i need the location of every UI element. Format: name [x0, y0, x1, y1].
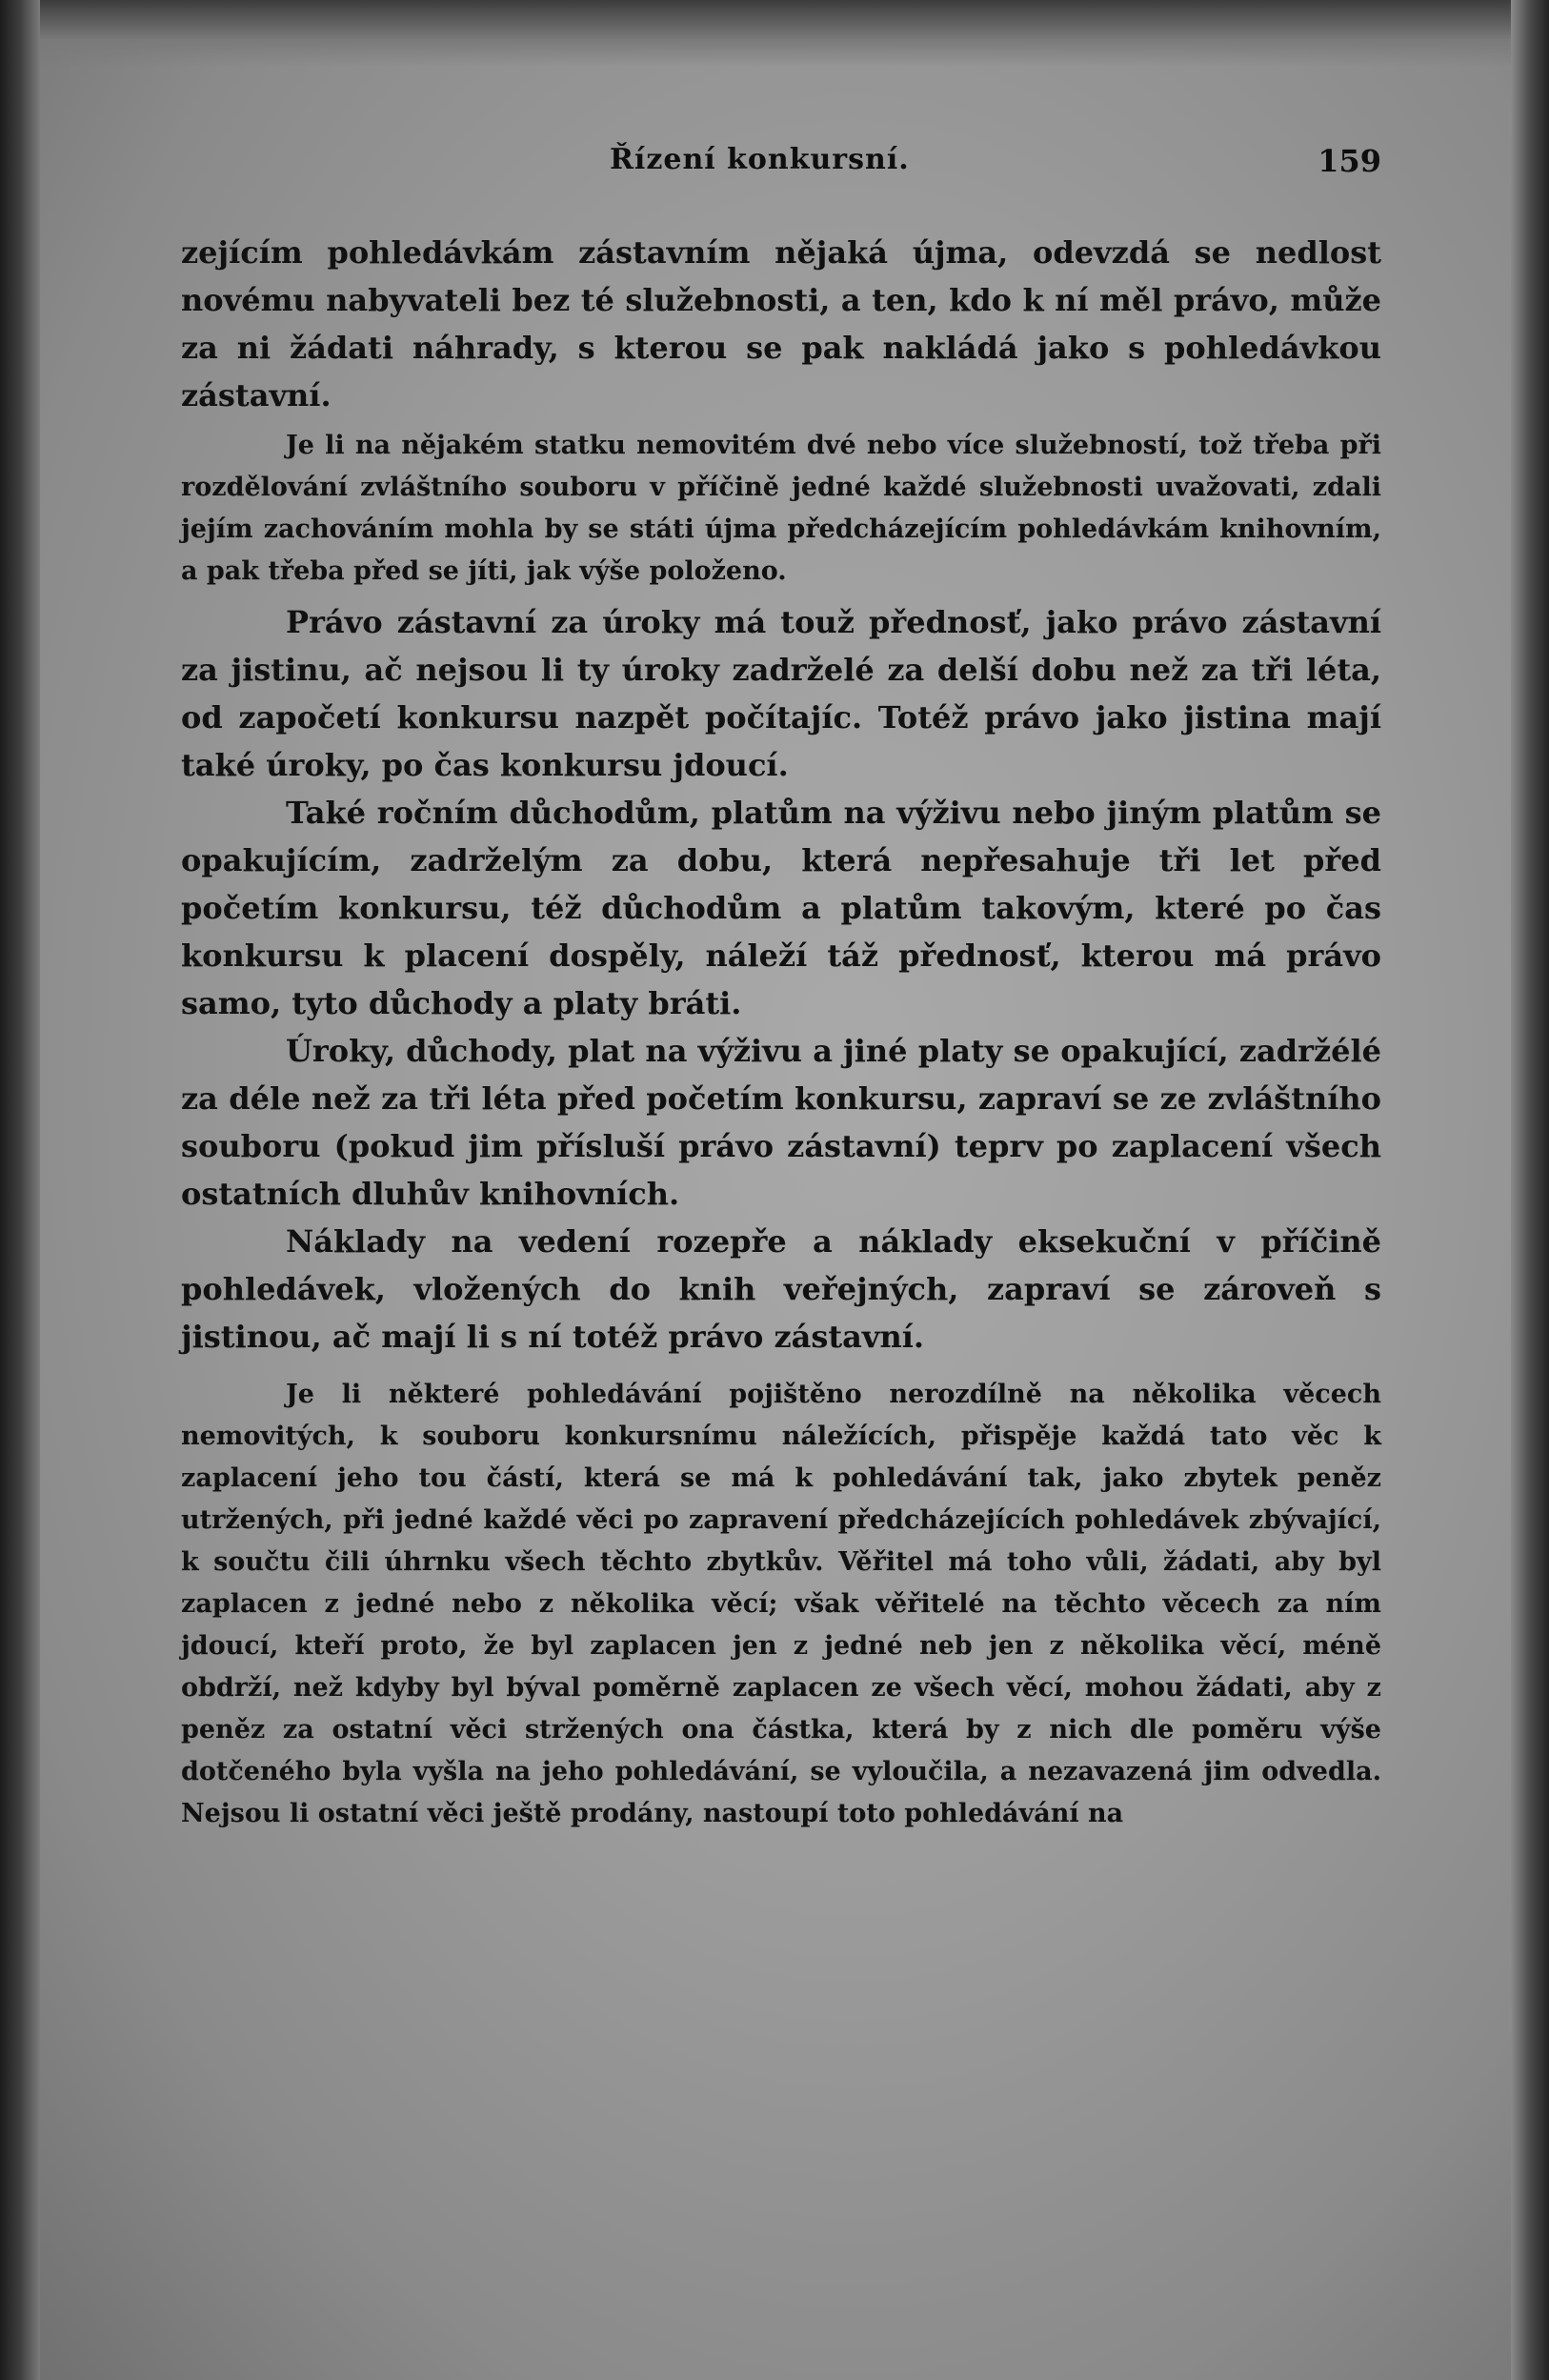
page-number: 159: [1318, 143, 1381, 179]
right-edge-shadow: [1511, 0, 1549, 2380]
left-binding-shadow: [0, 0, 40, 2380]
paragraph-4: Také ročním důchodům, platům na výživu nebo jiným platům se opakujícím, zadrželým za dobu, která nepřesahuje tři let před početím konkursu, též důchodům a platům takovým, které po čas konkursu k placení dospěly, náleží táž přednosť, kterou má právo samo, tyto důchody a platy bráti.: [181, 795, 1381, 1021]
running-title: Řízení konkursní.: [610, 143, 910, 176]
paragraph-7: Je li některé pohledávání pojištěno nerozdílně na několika věcech nemovitých, k souboru konkursnímu náležících, přispěje každá tato věc k zaplacení jeho tou částí, která se má k pohledávání tak, jako zbytek peněz utržených, při jedné každé věci po zapravení předcházejících pohledávek zbývající, k součtu čili úhrnku všech těchto zbytkův. Věřitel má toho vůli, žádati, aby byl zaplacen z jedné nebo z několika věcí; však věřitelé na těchto věcech za ním jdoucí, kteří proto, že byl zaplacen jen z jedné neb jen z několika věcí, méně obdrží, než kdyby byl býval poměrně zaplacen ze všech věcí, mohou žádati, aby z peněz za ostatní věci stržených ona částka, která by z nich dle poměru výše dotčeného byla vyšla na jeho pohledávání, se vyloučila, a nezavazená jim odvedla. Nejsou li ostatní věci ještě prodány, nastoupí toto pohledávání na: [181, 1380, 1381, 1828]
body-text: [181, 229, 1381, 1835]
paragraph-2: Je li na nějakém statku nemovitém dvé nebo více služebností, tož třeba při rozdělování zvláštního souboru v příčině jedné každé služebnosti uvažovati, zdali jejím zachováním mohla by se státi újma předcházejícím pohledávkám knihovním, a pak třeba před se jíti, jak výše položeno.: [181, 431, 1381, 586]
top-shadow: [0, 0, 1549, 67]
paragraph-5: Úroky, důchody, plat na výživu a jiné platy se opakující, zadržélé za déle než za tři léta před početím konkursu, zapraví se ze zvláštního souboru (pokud jim přísluší právo zástavní) teprv po zaplacení všech ostatních dluhův knihovních.: [181, 1033, 1381, 1212]
paragraph-6: Náklady na vedení rozepře a náklady eksekuční v příčině pohledávek, vložených do knih veřejných, zapraví se zároveň s jistinou, ač mají li s ní totéž právo zástavní.: [181, 1223, 1381, 1355]
paragraph-3: Právo zástavní za úroky má touž přednosť, jako právo zástavní za jistinu, ač nejsou li ty úroky zadrželé za delší dobu než za tři léta, od započetí konkursu nazpět počítajíc. Totéž právo jako jistina mají také úroky, po čas konkursu jdoucí.: [181, 604, 1381, 783]
paragraph-1: zejícím pohledávkám zástavním nějaká újma, odevzdá se nedlost novému nabyvateli bez té služebnosti, a ten, kdo k ní měl právo, může za ni žádati náhrady, s kterou se pak nakládá jako s pohledávkou zástavní.: [181, 234, 1381, 413]
page-header: [181, 143, 1381, 191]
